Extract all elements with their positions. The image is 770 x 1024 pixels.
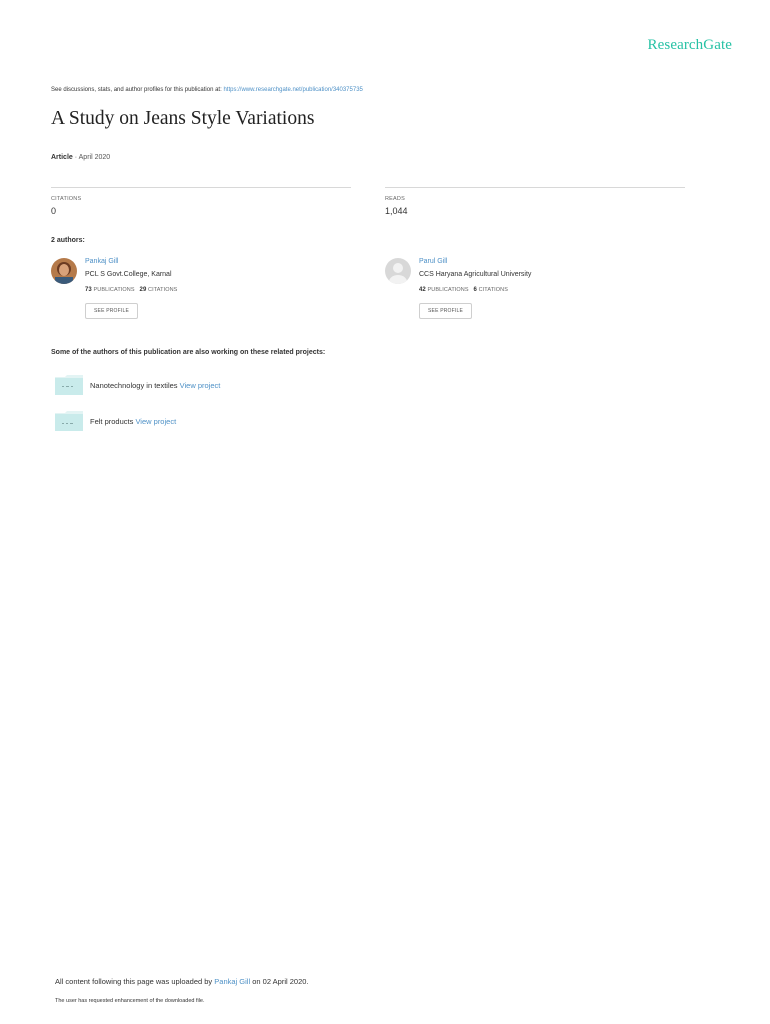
author-citations-count: 29 (139, 287, 147, 293)
reads-divider (385, 187, 685, 188)
publication-url-link[interactable]: https://www.researchgate.net/publication/340375735 (223, 87, 363, 93)
citations-label: CITATIONS (51, 196, 82, 202)
article-meta (51, 154, 110, 161)
reads-label: READS (385, 196, 405, 202)
author-citations-label: CITATIONS (476, 287, 509, 293)
article-title: A Study on Jeans Style Variations (51, 108, 315, 129)
upload-note-prefix: All content following this page was uploaded by (55, 977, 215, 986)
author-citations-label: CITATIONS (146, 287, 178, 293)
see-profile-button[interactable]: SEE PROFILE (419, 303, 472, 319)
authors-heading: 2 authors: (51, 237, 85, 244)
researchgate-logo: ResearchGate (647, 37, 732, 53)
author-publications-count: 42 (419, 287, 426, 293)
upload-note (55, 977, 309, 986)
project-item (90, 417, 176, 426)
citations-divider (51, 187, 351, 188)
related-projects-heading: Some of the authors of this publication are also working on these related projects: (51, 349, 326, 356)
author-avatar-pankaj-gill[interactable] (51, 258, 77, 284)
project-folder-icon (55, 411, 84, 431)
enhancement-note: The user has requested enhancement of the downloaded file. (55, 998, 205, 1004)
project-item (90, 381, 220, 390)
author-name-link[interactable]: Pankaj Gill (85, 258, 119, 265)
upload-note-suffix: on 02 April 2020. (250, 977, 309, 986)
article-type: Article (51, 154, 73, 161)
author-citations-count: 6 (473, 287, 477, 293)
author-name-link[interactable]: Parul Gill (419, 258, 448, 265)
author-avatar-parul-gill[interactable] (385, 258, 411, 284)
discussion-note-text: See discussions, stats, and author profiles for this publication at: (51, 87, 224, 93)
reads-value: 1,044 (385, 206, 408, 216)
author-stats (85, 287, 177, 293)
author-publications-count: 73 (85, 287, 92, 293)
author-affiliation: PCL S Govt.College, Karnal (85, 271, 172, 278)
author-publications-label: PUBLICATIONS (425, 287, 469, 293)
citations-value: 0 (51, 206, 57, 216)
discussion-note (51, 87, 363, 93)
author-affiliation: CCS Haryana Agricultural University (419, 271, 532, 278)
author-stats (419, 287, 508, 293)
project-name: Felt products (90, 417, 136, 426)
project-folder-icon (55, 375, 84, 395)
article-date: · April 2020 (72, 154, 111, 161)
uploader-link[interactable]: Pankaj Gill (214, 977, 251, 986)
see-profile-button[interactable]: SEE PROFILE (85, 303, 138, 319)
author-publications-label: PUBLICATIONS (91, 287, 135, 293)
view-project-link[interactable]: View project (135, 417, 177, 426)
view-project-link[interactable]: View project (179, 381, 221, 390)
project-name: Nanotechnology in textiles (90, 381, 180, 390)
